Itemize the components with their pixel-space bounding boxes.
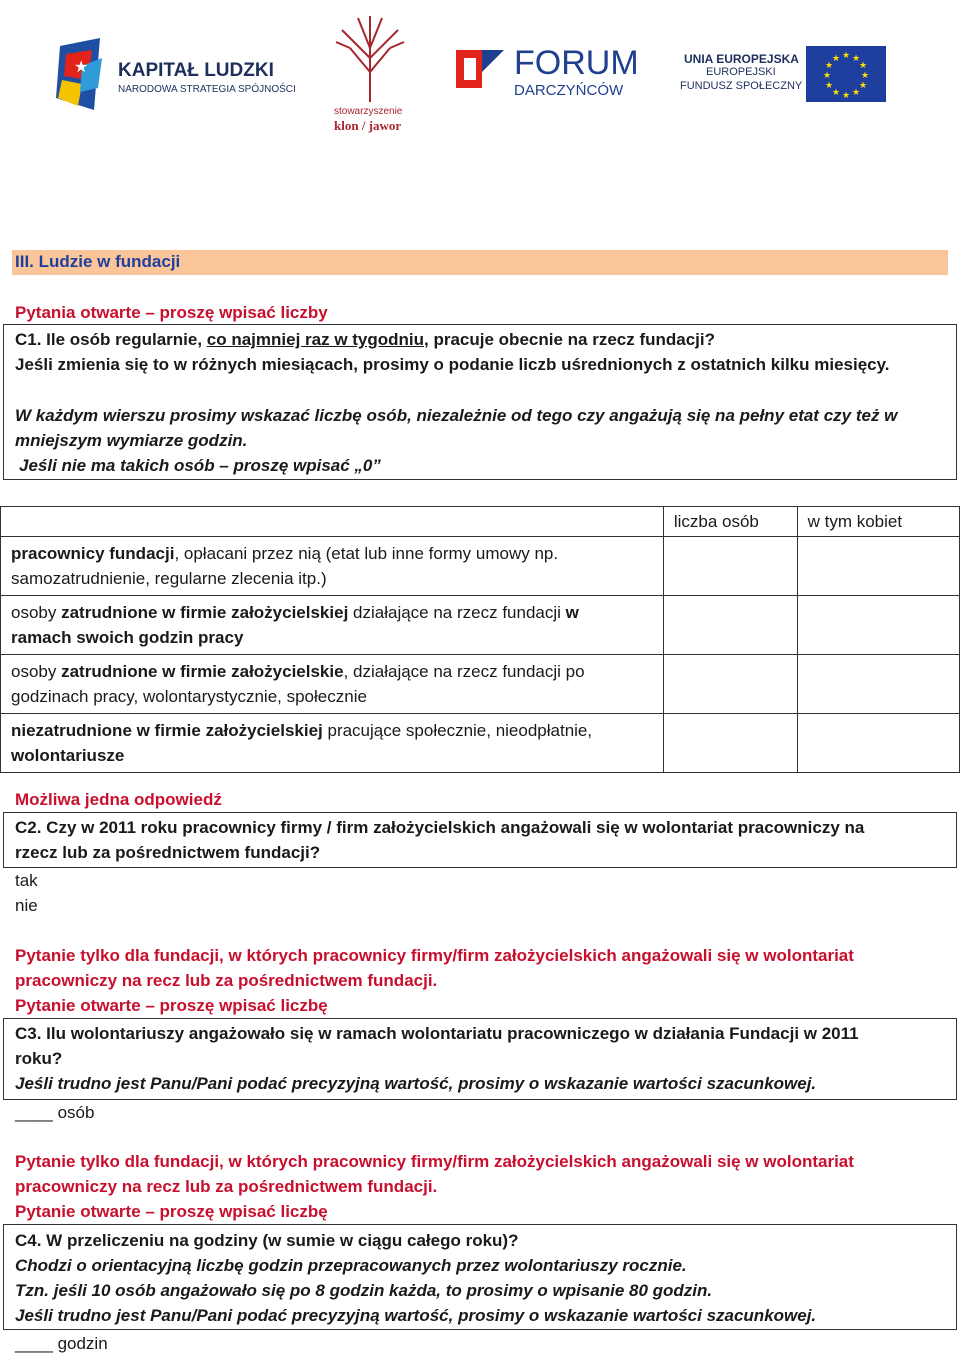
svg-text:★: ★ [832, 54, 841, 64]
input-liczba-osob-2[interactable] [663, 596, 797, 655]
kapital-ludzki-emblem [52, 36, 112, 114]
c3-note-line1: Pytanie tylko dla fundacji, w których pracownicy firmy/firm założycielskich angażowali się w wolontariat [15, 946, 854, 965]
svg-text:★: ★ [823, 71, 832, 81]
c4-line3: Tzn. jeśli 10 osób angażowało się po 8 godzin każda, to prosimy o wpisanie 80 godzin. [15, 1281, 713, 1300]
c1-line5: Jeśli nie ma takich osób – proszę wpisać „0” [19, 456, 381, 475]
c4-note-line2: pracowniczy na recz lub za pośrednictwem fundacji. [15, 1177, 438, 1196]
c1-table [0, 506, 960, 773]
ue-line2: EUROPEJSKI [706, 66, 776, 78]
c4-line4: Jeśli trudno jest Panu/Pani podać precyzyjną wartość, prosimy o wskazanie wartości szacunkowej. [15, 1306, 817, 1325]
c3-answer: ____ osób [15, 1103, 95, 1122]
tree-icon [330, 12, 410, 104]
c1-line2: Jeśli zmienia się to w różnych miesiącach, prosimy o podanie liczb uśrednionych z ostatnich kilku miesięcy. [15, 355, 890, 374]
section-title: III. Ludzie w fundacji [15, 252, 181, 271]
svg-text:★: ★ [852, 88, 861, 98]
klon-line2: klon / jawor [334, 118, 402, 133]
svg-text:★: ★ [861, 71, 870, 81]
section-header [12, 250, 948, 275]
input-w-tym-kobiet-1[interactable] [797, 537, 959, 596]
col-liczba-osob: liczba osób [663, 507, 797, 537]
table-header-row [1, 507, 960, 537]
svg-text:★: ★ [859, 61, 868, 71]
kapital-ludzki-title: KAPITAŁ LUDZKI [118, 60, 274, 81]
eu-flag-icon [806, 46, 886, 102]
row-label: pracownicy fundacji, opłacani przez nią (etat lub inne formy umowy np. samozatrudnienie, regularne zlecenia itp.) [1, 537, 664, 596]
c3-note-line2: pracowniczy na recz lub za pośrednictwem fundacji. [15, 971, 438, 990]
c1-instruction: Pytania otwarte – proszę wpisać liczby [15, 303, 328, 322]
input-liczba-osob-4[interactable] [663, 714, 797, 773]
svg-text:★: ★ [842, 91, 851, 101]
input-w-tym-kobiet-2[interactable] [797, 596, 959, 655]
row-label: osoby zatrudnione w firmie założycielskiej działające na rzecz fundacji w ramach swoich godzin pracy [1, 596, 664, 655]
col-w-tym-kobiet: w tym kobiet [797, 507, 959, 537]
ue-line1: UNIA EUROPEJSKA [684, 52, 799, 66]
c3-instruction: Pytanie otwarte – proszę wpisać liczbę [15, 996, 328, 1015]
row-label: osoby zatrudnione w firmie założycielskie, działające na rzecz fundacji po godzinach pracy, wolontarystycznie, społecznie [1, 655, 664, 714]
input-liczba-osob-1[interactable] [663, 537, 797, 596]
input-liczba-osob-3[interactable] [663, 655, 797, 714]
svg-text:★: ★ [852, 54, 861, 64]
c4-instruction: Pytanie otwarte – proszę wpisać liczbę [15, 1202, 328, 1221]
ue-line3: FUNDUSZ SPOŁECZNY [680, 80, 803, 92]
klon-line1: stowarzyszenie [334, 106, 403, 117]
logo-unia-europejska [676, 44, 888, 104]
svg-text:★: ★ [859, 81, 868, 91]
c2-option-tak[interactable]: tak [15, 871, 38, 890]
table-header-empty [1, 507, 664, 537]
kapital-ludzki-subtitle: NARODOWA STRATEGIA SPÓJNOŚCI [118, 84, 296, 95]
svg-text:★: ★ [825, 81, 834, 91]
svg-text:★: ★ [825, 61, 834, 71]
c2-line2: rzecz lub za pośrednictwem fundacji? [15, 843, 321, 862]
c2-option-nie[interactable]: nie [15, 896, 38, 915]
c3-line1: C3. Ilu wolontariuszy angażowało się w ramach wolontariatu pracowniczego w działania Fundacji w 2011 [15, 1024, 859, 1043]
c3-line2: roku? [15, 1049, 63, 1068]
forum-title: FORUM [514, 44, 639, 82]
svg-text:★: ★ [74, 57, 89, 76]
c4-line2: Chodzi o orientacyjną liczbę godzin przepracowanych przez wolontariuszy rocznie. [15, 1256, 687, 1275]
c1-line3: W każdym wierszu prosimy wskazać liczbę osób, niezależnie od tego czy angażują się na pełny etat czy też w [15, 406, 898, 425]
c1-question: C1. Ile osób regularnie, co najmniej raz w tygodniu, pracuje obecnie na rzecz fundacji? [15, 330, 715, 349]
c4-answer: ____ godzin [15, 1334, 108, 1353]
logo-klon-jawor [330, 12, 414, 136]
table-row [1, 537, 960, 596]
svg-text:★: ★ [842, 51, 851, 61]
table-row [1, 714, 960, 773]
row-label: niezatrudnione w firmie założycielskiej pracujące społecznie, nieodpłatnie, wolontariusze [1, 714, 664, 773]
svg-text:★: ★ [832, 88, 841, 98]
c4-line1: C4. W przeliczeniu na godziny (w sumie w ciągu całego roku)? [15, 1231, 519, 1250]
c4-note-line1: Pytanie tylko dla fundacji, w których pracownicy firmy/firm założycielskich angażowali się w wolontariat [15, 1152, 854, 1171]
input-w-tym-kobiet-3[interactable] [797, 655, 959, 714]
forum-subtitle: DARCZYŃCÓW [514, 82, 624, 99]
c3-line3: Jeśli trudno jest Panu/Pani podać precyzyjną wartość, prosimy o wskazanie wartości szacunkowej. [15, 1074, 817, 1093]
table-row [1, 655, 960, 714]
table-row [1, 596, 960, 655]
c1-line4: mniejszym wymiarze godzin. [15, 431, 248, 450]
input-w-tym-kobiet-4[interactable] [797, 714, 959, 773]
logo-forum-darczyncow [452, 44, 642, 104]
c4-answer-input[interactable]: ____ [15, 1334, 53, 1353]
c2-line1: C2. Czy w 2011 roku pracownicy firmy / firm założycielskich angażowali się w wolontariat pracowniczy na [15, 818, 865, 837]
c2-instruction: Możliwa jedna odpowiedź [15, 790, 222, 809]
c3-answer-input[interactable]: ____ [15, 1103, 53, 1122]
forum-emblem [452, 44, 508, 94]
logo-kapital-ludzki [52, 36, 296, 116]
